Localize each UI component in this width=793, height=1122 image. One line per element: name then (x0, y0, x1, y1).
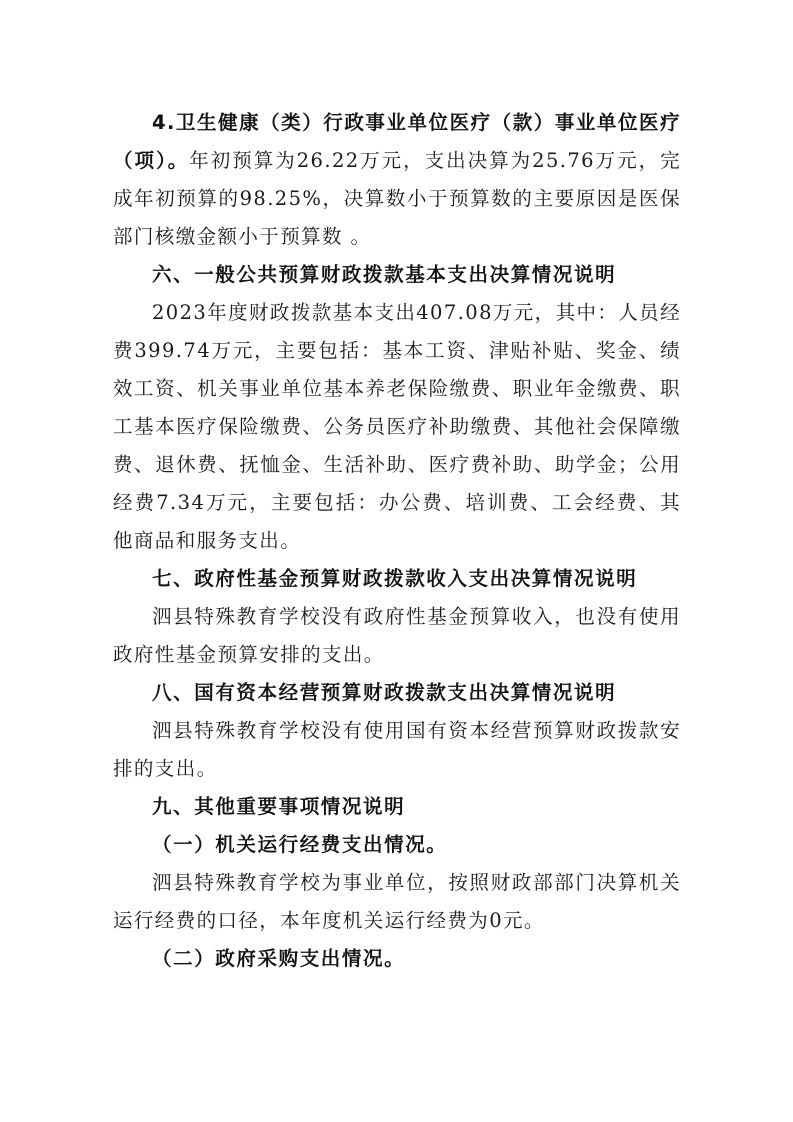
section9-sub2-heading: （二）政府采购支出情况。 (152, 947, 406, 970)
section7-body: 泗县特殊教育学校没有政府性基金预算收入，也没有使用政府性基金预算安排的支出。 (113, 605, 681, 666)
item4-body: 年初预算为26.22万元，支出决算为25.76万元，完成年初预算的98.25%，决算数小于预算数的主要原因是医保部门核缴金额小于预算数 。 (113, 149, 681, 248)
section9-sub1-body: 泗县特殊教育学校为事业单位，按照财政部部门决算机关运行经费的口径，本年度机关运行经费为0元。 (113, 871, 681, 932)
section9-sub1-heading: （一）机关运行经费支出情况。 (152, 833, 448, 856)
item4-paragraph (113, 104, 681, 256)
section8-body: 泗县特殊教育学校没有使用国有资本经营预算财政拨款安排的支出。 (113, 719, 681, 780)
section7-heading: 七、政府性基金预算财政拨款收入支出决算情况说明 (152, 567, 638, 590)
item4-title: 4.卫生健康（类）行政事业单位医疗（款）事业单位医疗（项）。 (113, 111, 681, 172)
document-body (113, 104, 681, 978)
section6-body: 2023年度财政拨款基本支出407.08万元，其中：人员经费399.74万元，主要包括：基本工资、津贴补贴、奖金、绩效工资、机关事业单位基本养老保险缴费、职业年金缴费、职工基本医疗保险缴费、公务员医疗补助缴费、其他社会保障缴费、退休费、抚恤金、生活补助、医疗费补助、助学金；公用经费7.34万元，主要包括：办公费、培训费、工会经费、其他商品和服务支出。 (113, 301, 681, 552)
section9-heading: 九、其他重要事项情况说明 (152, 795, 406, 818)
section8-heading: 八、国有资本经营预算财政拨款支出决算情况说明 (152, 681, 617, 704)
section6-heading: 六、一般公共预算财政拨款基本支出决算情况说明 (152, 263, 617, 286)
